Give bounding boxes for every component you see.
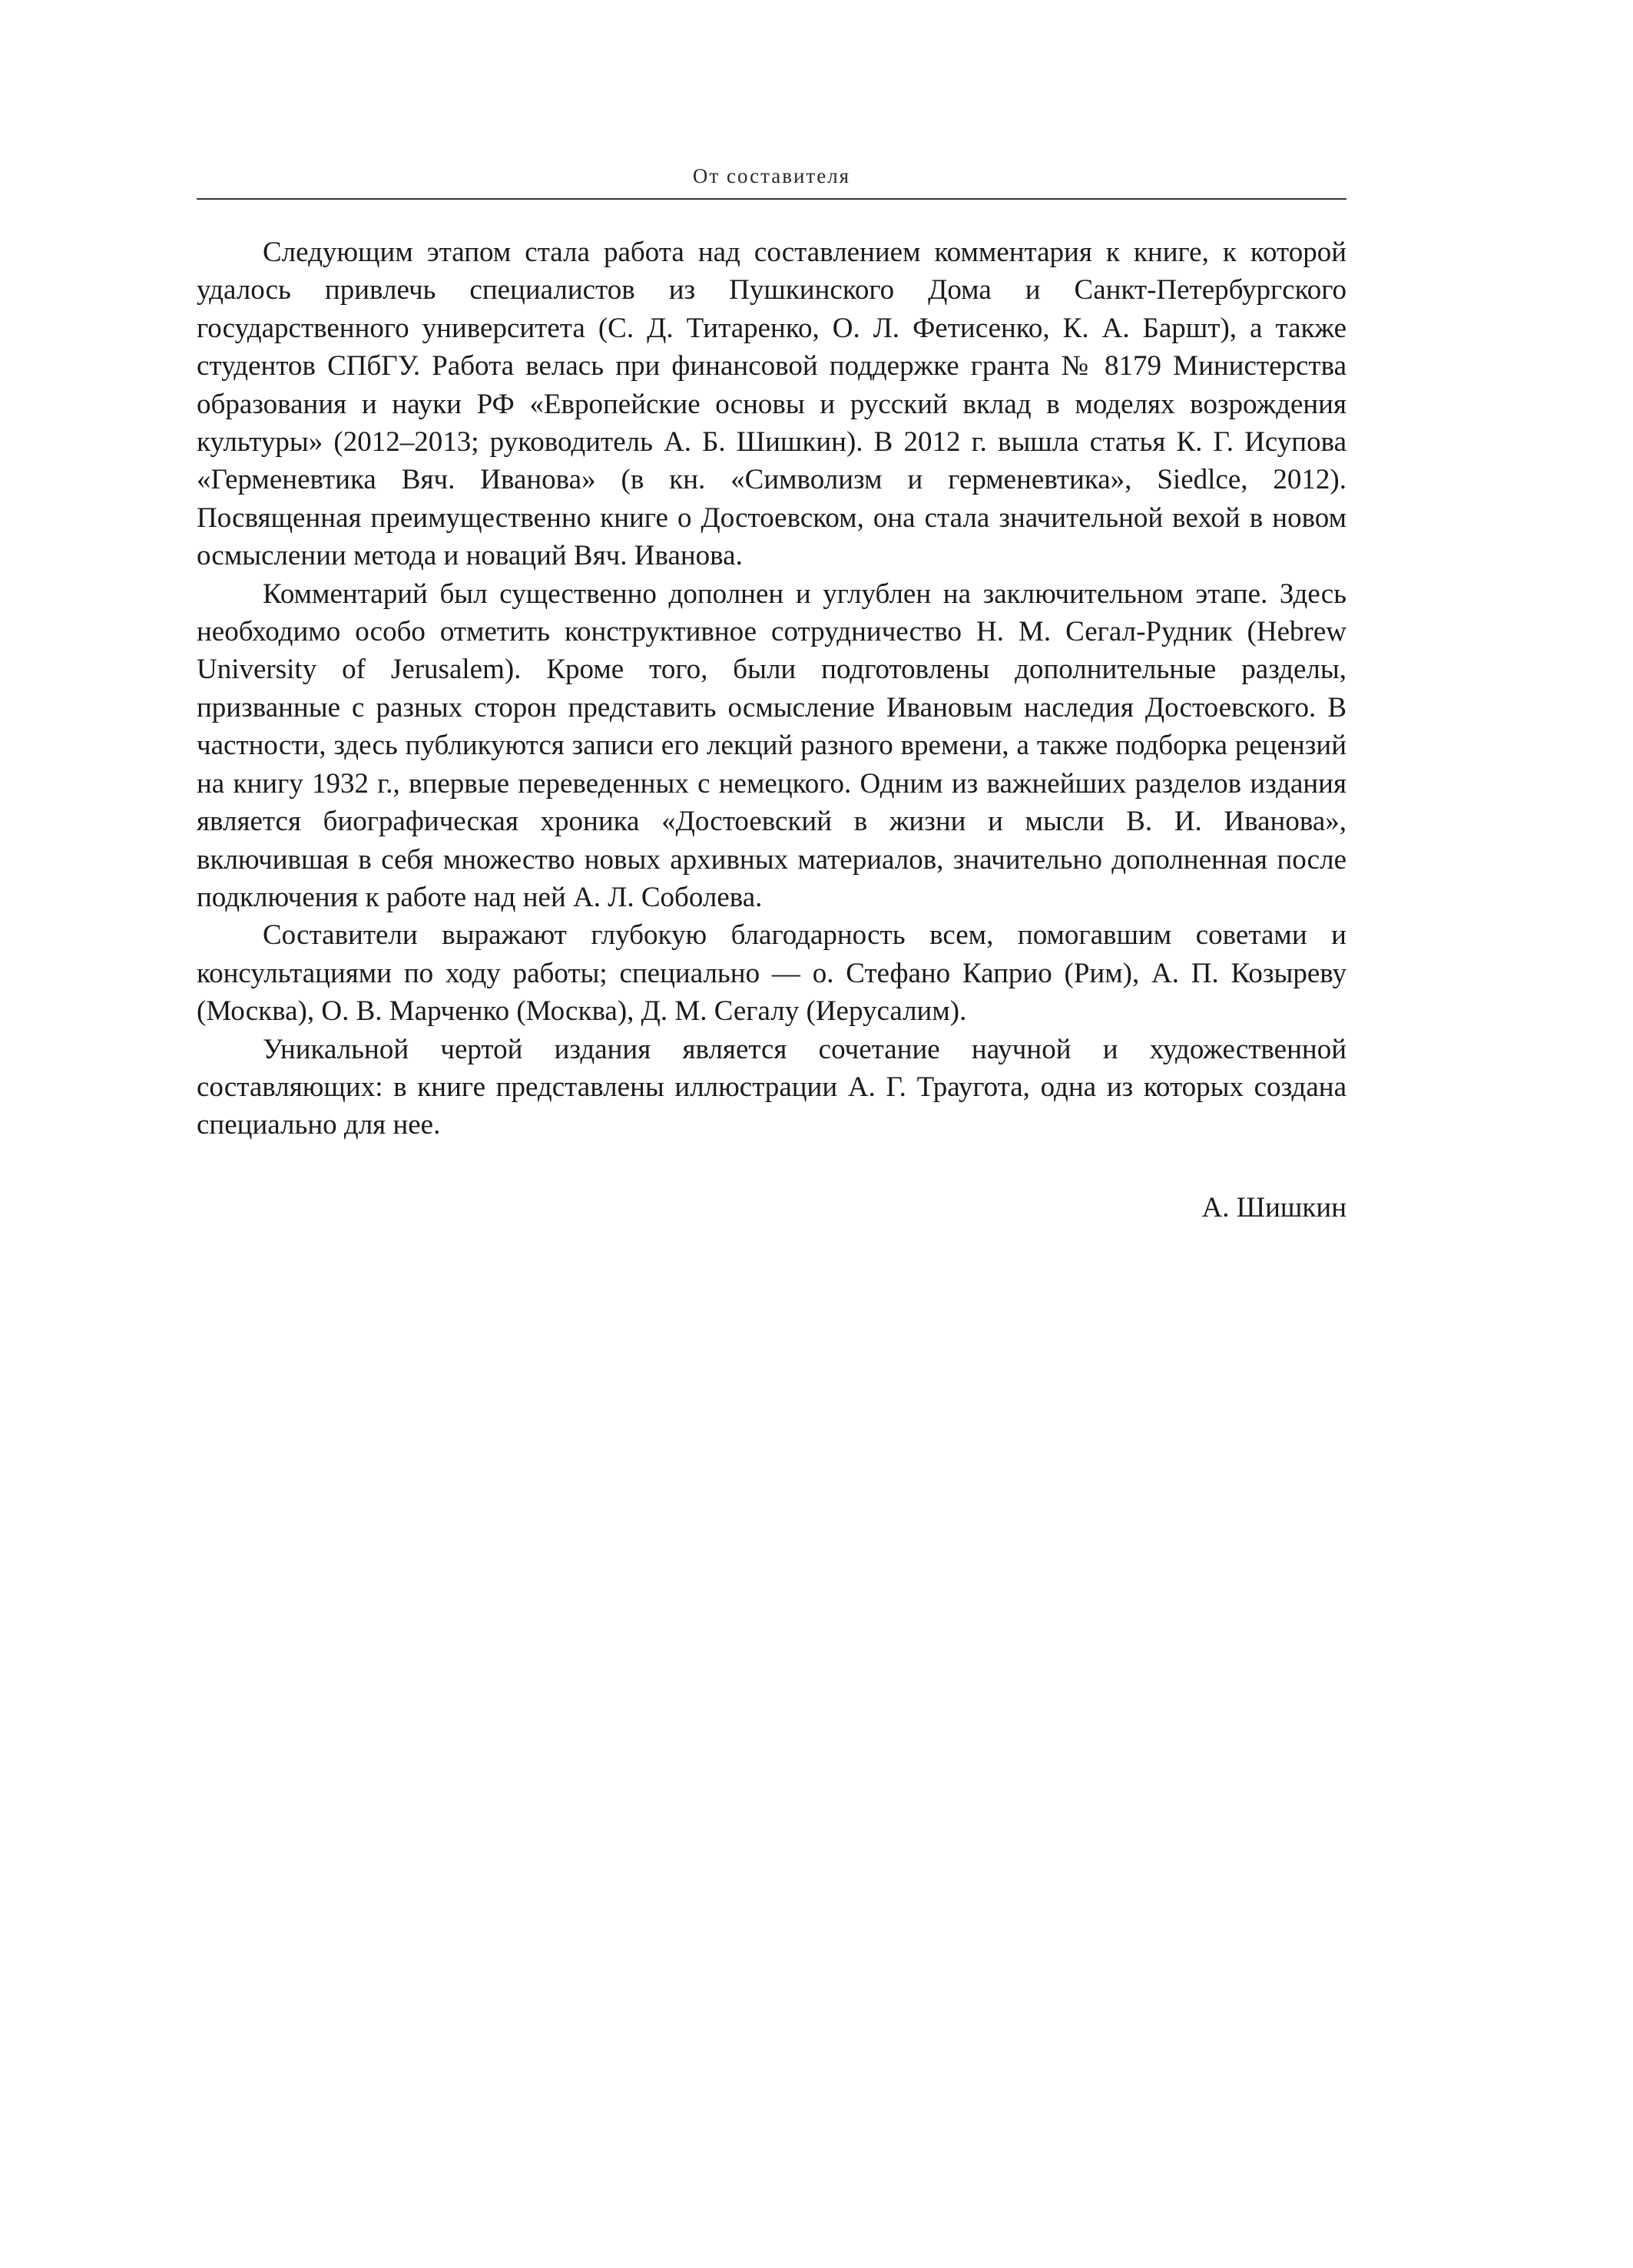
header-rule	[197, 198, 1346, 200]
running-head: От составителя	[692, 164, 851, 187]
paragraph-4: Уникальной чертой издания является сочетание научной и художественной составляющих: в книге представлены иллюстрации А. Г. Траугота, одна из которых создана специально для нее.	[197, 1033, 1346, 1141]
body-text	[197, 233, 1346, 1144]
paragraph-2: Комментарий был существенно дополнен и углублен на заключительном этапе. Здесь необходимо особо отметить конструктивное сотрудничество Н. М. Сегал-Рудник (Hebrew University of Jerusalem). Кроме того, были подготовлены дополнительные разделы, призванные с разных сторон представить осмысление Ивановым наследия Достоевского. В частности, здесь публикуются записи его лекций разного времени, а также подборка рецензий на книгу 1932 г., впервые переведенных с немецкого. Одним из важнейших разделов издания является биографическая хроника «Достоевский в жизни и мысли В. И. Иванова», включившая в себя множество новых архивных материалов, значительно дополненная после подключения к работе над ней А. Л. Соболева.	[197, 578, 1346, 913]
author-signature: А. Шишкин	[1201, 1192, 1346, 1223]
paragraph-1: Следующим этапом стала работа над составлением комментария к книге, к которой удалось привлечь специалистов из Пушкинского Дома и Санкт-Петербургского государственного университета (С. Д. Титаренко, О. Л. Фетисенко, К. А. Баршт), а также студентов СПбГУ. Работа велась при финансовой поддержке гранта № 8179 Министерства образования и науки РФ «Европейские основы и русский вклад в моделях возрождения культуры» (2012–2013; руководитель А. Б. Шишкин). В 2012 г. вышла статья К. Г. Исупова «Герменевтика Вяч. Иванова» (в кн. «Символизм и герменевтика», Siedlce, 2012). Посвященная преимущественно книге о Достоевском, она стала значительной вехой в новом осмыслении метода и новаций Вяч. Иванова.	[197, 237, 1346, 572]
paragraph-3: Составители выражают глубокую благодарность всем, помогавшим советами и консультациями по ходу работы; специально — о. Стефано Каприо (Рим), А. П. Козыреву (Москва), О. В. Марченко (Москва), Д. М. Сегалу (Иерусалим).	[197, 919, 1346, 1028]
